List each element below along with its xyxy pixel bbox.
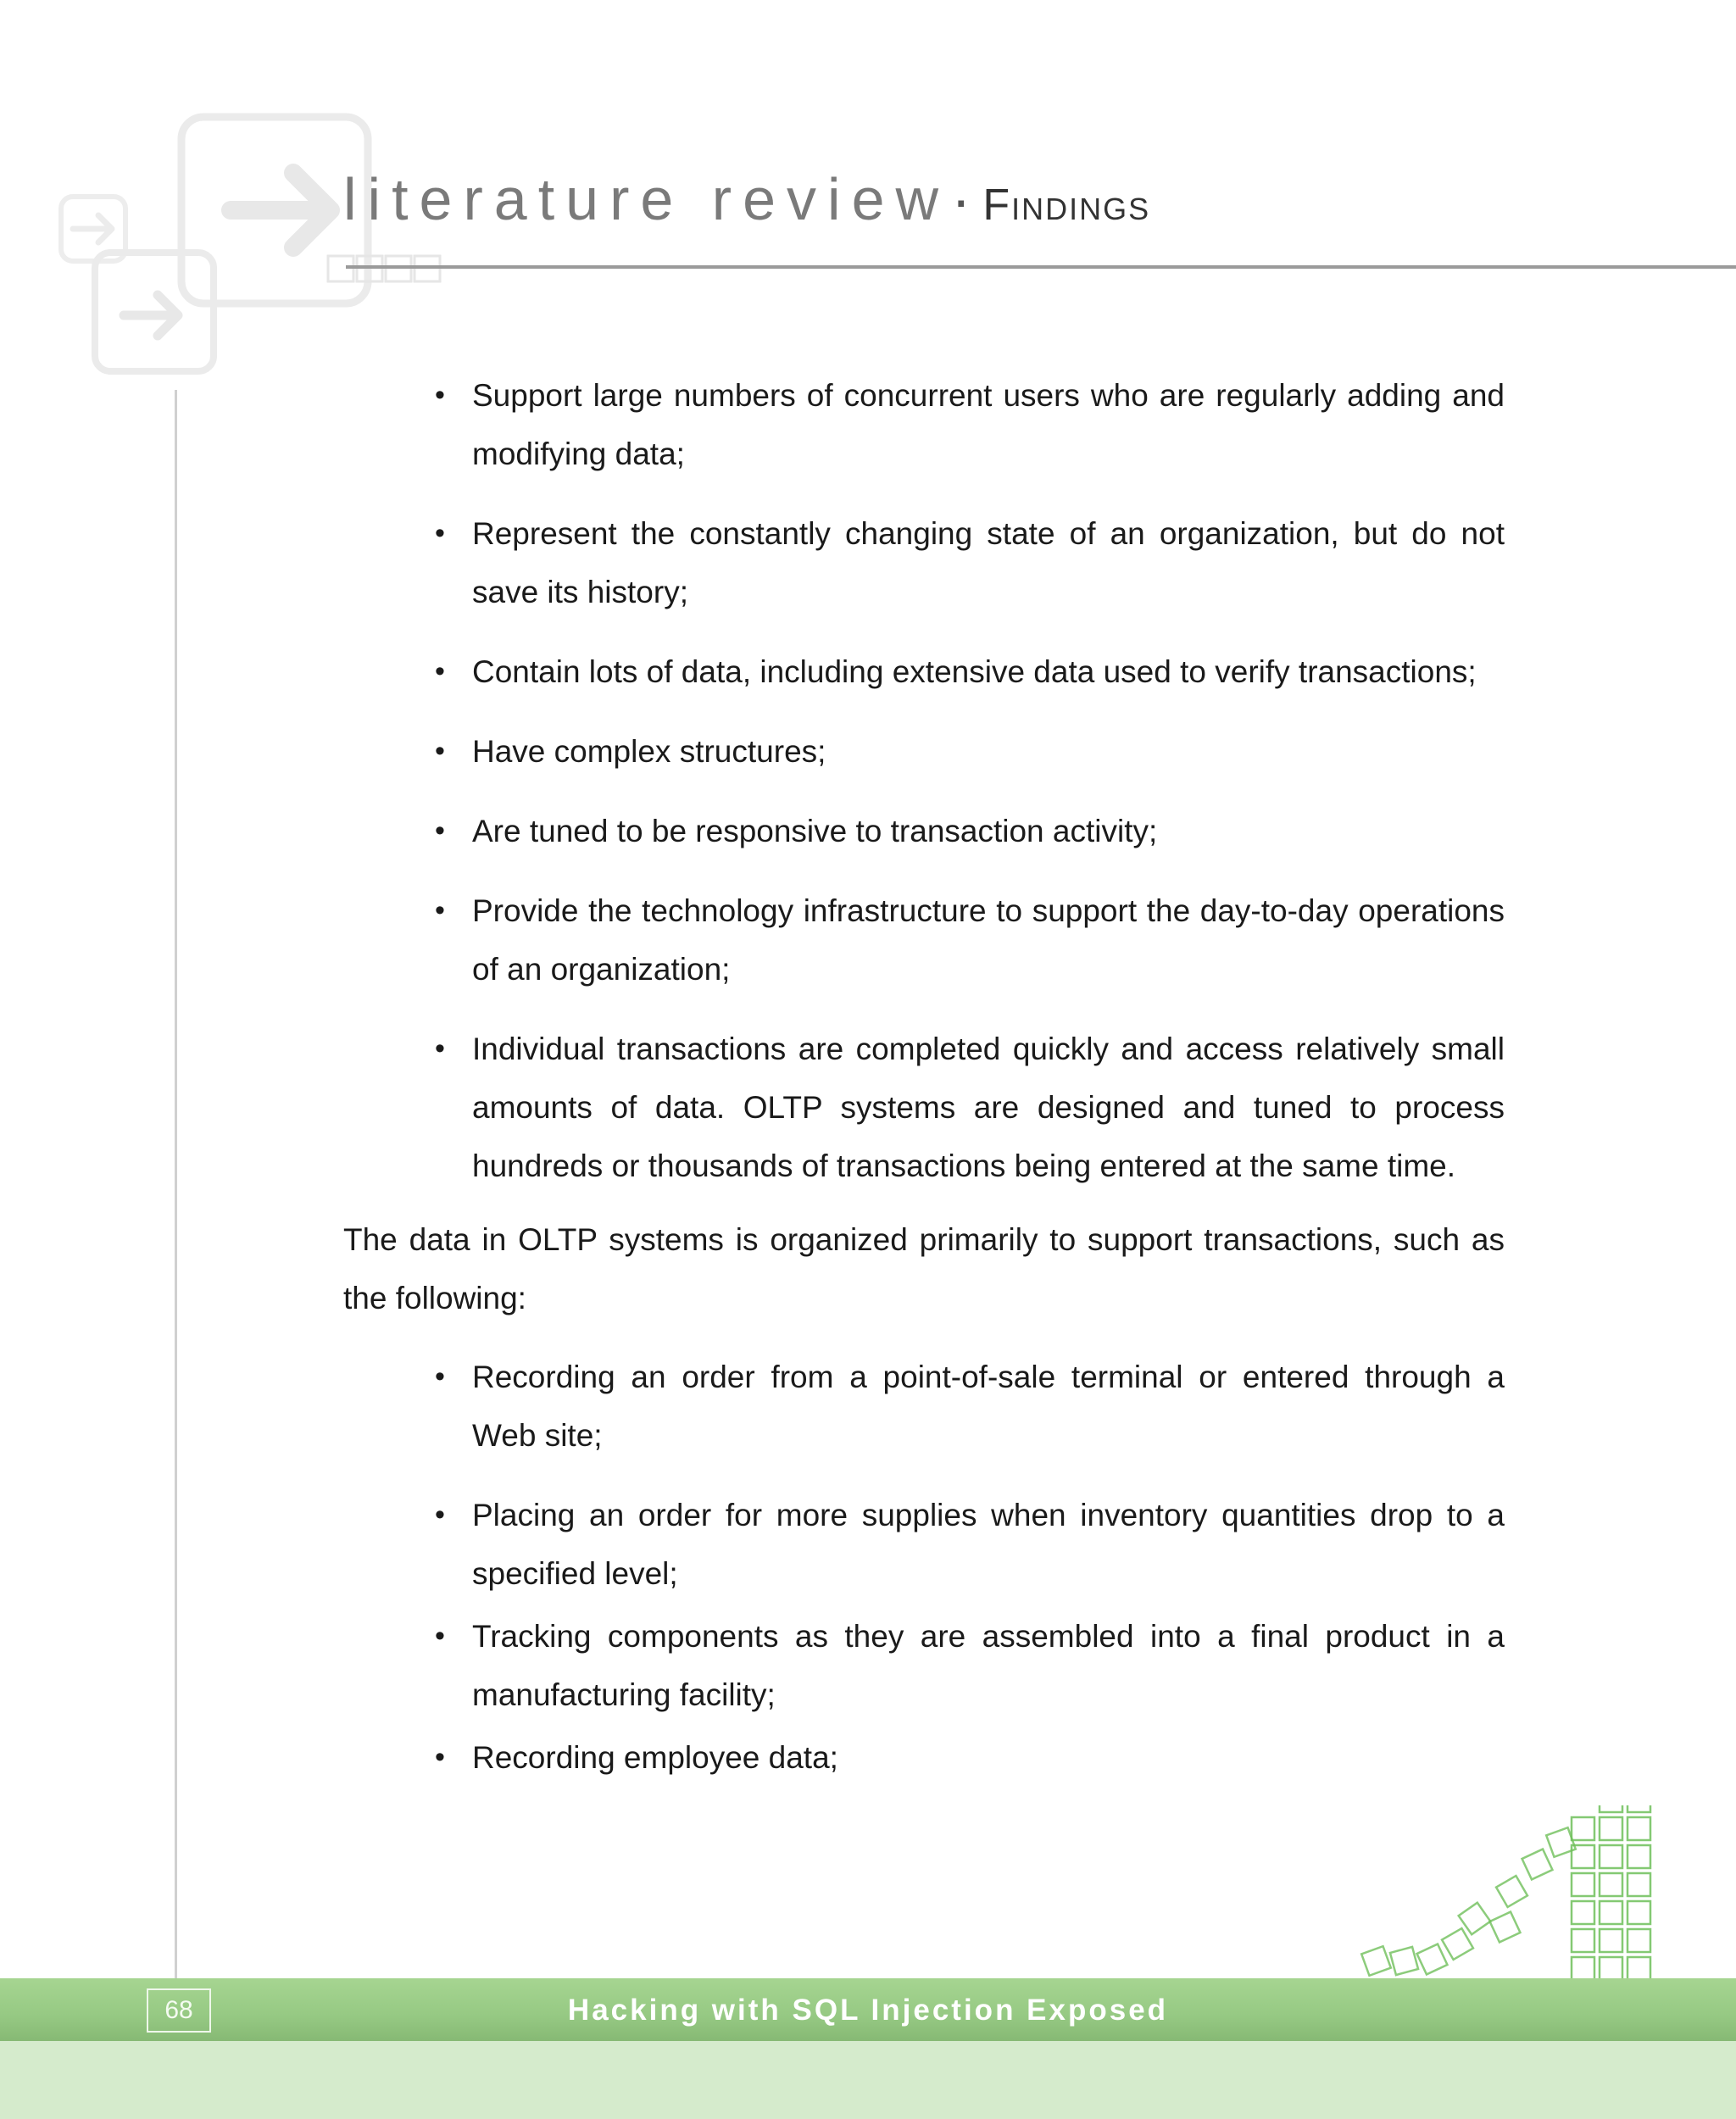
deco-square [1628, 1845, 1650, 1868]
deco-square [1522, 1849, 1553, 1880]
oltp-transactions-list [343, 1348, 1505, 1787]
deco-square [1361, 1946, 1391, 1976]
deco-square [1490, 1912, 1521, 1943]
small-squares-decoration [326, 254, 445, 285]
deco-square [1600, 1817, 1622, 1840]
list-item: • Support large numbers of concurrent users who are regularly adding and modifying data; [472, 366, 1505, 483]
body-paragraph: The data in OLTP systems is organized primarily to support transactions, such as the following: [343, 1222, 1505, 1315]
list-item: • Contain lots of data, including extensive data used to verify transactions; [472, 642, 1505, 701]
deco-square [1572, 1901, 1594, 1924]
page-heading [343, 166, 1151, 232]
heading-separator: · [951, 166, 971, 232]
footer-light-band [0, 2041, 1736, 2119]
deco-square [1628, 1929, 1650, 1952]
deco-square [1600, 1873, 1622, 1896]
deco-square [1600, 1929, 1622, 1952]
oltp-characteristics-list [343, 366, 1505, 1195]
list-item: • Individual transactions are completed quickly and access relatively small amounts of data. OLTP systems are designed and tuned to process hundreds or thousands of transactions being entered at the same time. [472, 1020, 1505, 1195]
list-item: • Represent the constantly changing state of an organization, but do not save its history; [472, 504, 1505, 621]
page-content [343, 366, 1505, 1787]
deco-square [1628, 1805, 1650, 1812]
heading-section: Findings [982, 181, 1151, 230]
deco-square [1628, 1957, 1650, 1980]
deco-square [1496, 1876, 1527, 1907]
list-item: • Tracking components as they are assembled into a final product in a manufacturing facility; [472, 1607, 1505, 1724]
deco-square [1442, 1928, 1473, 1960]
list-item: • Recording employee data; [472, 1728, 1505, 1787]
deco-square [1600, 1957, 1622, 1980]
list-item: • Have complex structures; [472, 722, 1505, 781]
deco-square [1572, 1957, 1594, 1980]
deco-square [1572, 1873, 1594, 1896]
arrow-decoration-icon [51, 102, 407, 381]
deco-square [1600, 1845, 1622, 1868]
deco-square [1628, 1873, 1650, 1896]
list-item: • Are tuned to be responsive to transaction activity; [472, 802, 1505, 860]
header-divider [346, 265, 1736, 269]
deco-square [1572, 1817, 1594, 1840]
deco-square [1572, 1929, 1594, 1952]
list-item: • Placing an order for more supplies when inventory quantities drop to a specified level; [472, 1486, 1505, 1603]
page-number: 68 [147, 1988, 211, 2033]
footer-book-title: Hacking with SQL Injection Exposed [567, 1994, 1169, 2027]
list-item: • Provide the technology infrastructure to support the day-to-day operations of an organization; [472, 882, 1505, 998]
heading-title: literature review [343, 166, 950, 232]
deco-square [1417, 1944, 1448, 1975]
list-item: • Recording an order from a point-of-sale terminal or entered through a Web site; [472, 1348, 1505, 1465]
deco-square [1600, 1901, 1622, 1924]
deco-square [1390, 1947, 1418, 1975]
side-divider [175, 390, 177, 1983]
deco-square [1600, 1805, 1622, 1812]
deco-square [1628, 1817, 1650, 1840]
deco-square [1628, 1901, 1650, 1924]
